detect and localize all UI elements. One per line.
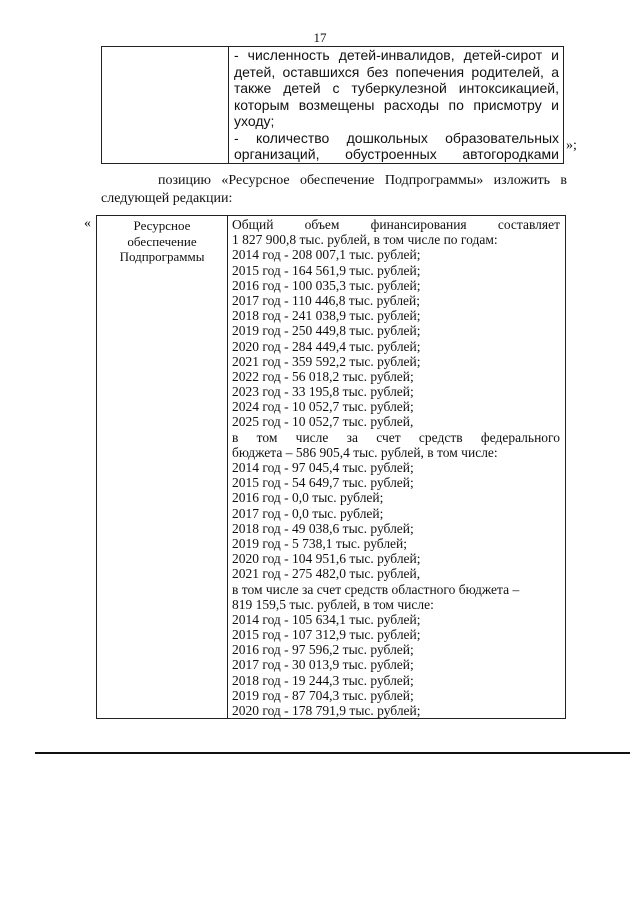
financing-line: 2018 год - 19 244,3 тыс. рублей; [232,672,414,688]
financing-line: Общий объем финансирования составляет [232,217,560,232]
financing-line: в том числе за счет средств областного бюджета – [232,581,520,597]
financing-line: 2016 год - 0,0 тыс. рублей; [232,490,384,506]
financing-line: 2021 год - 359 592,2 тыс. рублей; [232,353,421,369]
financing-line: бюджета – 586 905,4 тыс. рублей, в том числе: [232,444,498,460]
financing-line: 2017 год - 110 446,8 тыс. рублей; [232,292,421,308]
resource-label-cell [97,216,228,719]
financing-line: 2018 год - 49 038,6 тыс. рублей; [232,520,414,536]
financing-line: 2017 год - 30 013,9 тыс. рублей; [232,657,414,673]
financing-line: 2021 год - 275 482,0 тыс. рублей, [232,566,421,582]
financing-line: 2025 год - 10 052,7 тыс. рублей, [232,414,414,430]
closing-quote-mark: »; [566,138,577,153]
financing-line: 2015 год - 164 561,9 тыс. рублей; [232,262,421,278]
indicator-line: также детей с туберкулезной интоксикацией, [234,80,559,96]
financing-line: 1 827 900,8 тыс. рублей, в том числе по годам: [232,232,498,248]
financing-line: 2016 год - 100 035,3 тыс. рублей; [232,277,421,293]
indicator-line: уходу; [234,113,275,129]
previous-position-table [101,46,564,164]
financing-line: 2023 год - 33 195,8 тыс. рублей; [232,384,414,400]
financing-line: 2014 год - 97 045,4 тыс. рублей; [232,460,414,475]
financing-line: 2017 год - 0,0 тыс. рублей; [232,505,384,521]
financing-line: 819 159,5 тыс. рублей, в том числе: [232,596,434,612]
indicator-line: - численность детей-инвалидов, детей-сирот и [234,47,559,63]
financing-line: 2018 год - 241 038,9 тыс. рублей; [232,308,421,324]
financing-line: 2022 год - 56 018,2 тыс. рублей; [232,368,414,384]
label-line: Ресурсное [133,218,191,233]
indicator-line: - количество дошкольных образовательных [234,129,559,146]
indicator-line: организаций, обустроенных автогородками [234,146,559,162]
opening-quote-mark: « [84,216,91,231]
financing-line: 2019 год - 87 704,3 тыс. рублей; [232,687,414,703]
instruction-text-line-2: следующей редакции: [101,191,233,206]
indicator-line: детей, оставшихся без попечения родителей, а [234,63,559,80]
financing-line: в том числе за счет средств федерального [232,429,560,445]
financing-line: 2019 год - 250 449,8 тыс. рублей; [232,323,421,339]
resource-provision-table [96,215,566,719]
financing-line: 2014 год - 208 007,1 тыс. рублей; [232,247,421,263]
financing-line: 2019 год - 5 738,1 тыс. рублей; [232,535,408,551]
financing-line: 2016 год - 97 596,2 тыс. рублей; [232,642,414,658]
financing-line: 2024 год - 10 052,7 тыс. рублей; [232,399,414,415]
indicator-line: которым возмещены расходы по присмотру и [234,96,559,113]
financing-cell [228,216,566,719]
financing-line: 2020 год - 284 449,4 тыс. рублей; [232,338,421,354]
page-number: 17 [313,30,327,45]
financing-line: 2020 год - 178 791,9 тыс. рублей; [232,703,421,718]
instruction-text-line-1: позицию «Ресурсное обеспечение Подпрограммы» изложить в [158,173,567,188]
financing-line: 2015 год - 54 649,7 тыс. рублей; [232,475,414,491]
financing-line: 2014 год - 105 634,1 тыс. рублей; [232,611,421,627]
financing-line: 2020 год - 104 951,6 тыс. рублей; [232,551,421,567]
financing-line: 2015 год - 107 312,9 тыс. рублей; [232,627,421,643]
horizontal-rule [35,752,630,754]
label-line: обеспечение [127,233,197,249]
indicators-cell [229,47,564,164]
label-line: Подпрограммы [119,249,205,264]
empty-label-cell [102,47,229,164]
